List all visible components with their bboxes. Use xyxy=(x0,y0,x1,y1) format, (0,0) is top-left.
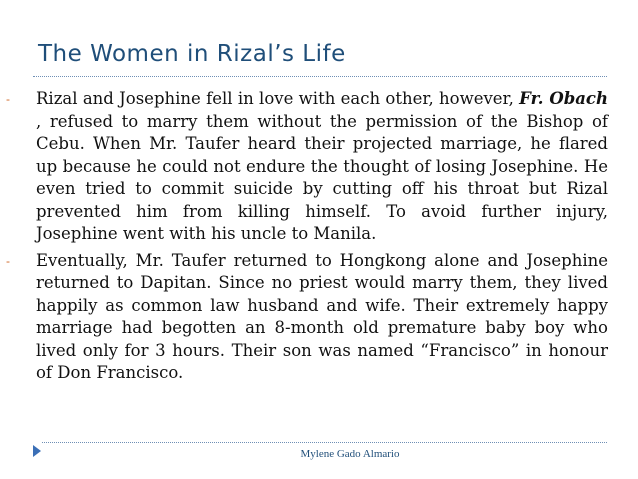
footer-author: Mylene Gado Almario xyxy=(300,448,400,460)
paragraph-2 xyxy=(6,250,608,385)
bullet-marker: - xyxy=(6,92,10,106)
paragraph-1-emphasis: Fr. Obach xyxy=(519,89,608,108)
paragraph-1 xyxy=(6,88,608,246)
paragraph-1-text-end: , refused to marry them without the permission of the Bishop of Cebu. When Mr. Taufer heard their projected marriage, he flared up because he could not endure the thought of losing Josephine. He even tried to commit suicide by cutting off his throat but Rizal prevented him from killing himself. To avoid further injury, Josephine went with his uncle to Manila. xyxy=(36,111,608,243)
slide-body xyxy=(6,88,608,389)
bullet-marker: - xyxy=(6,253,10,268)
paragraph-2-text: Eventually, Mr. Taufer returned to Hongkong alone and Josephine returned to Dapitan. Since no priest would marry them, they lived happily as common law husband and wife. Their extremely happy marriage had begotten an 8-month old premature baby boy who lived only for 3 hours. Their son was named “Francisco” in honour of Don Francisco. xyxy=(36,250,608,382)
paragraph-1-text-start: Rizal and Josephine fell in love with each other, however, xyxy=(36,89,520,108)
play-arrow-icon xyxy=(33,445,41,457)
title-divider xyxy=(33,76,607,77)
slide-title: The Women in Rizal’s Life xyxy=(38,41,346,67)
footer-divider xyxy=(42,442,607,443)
